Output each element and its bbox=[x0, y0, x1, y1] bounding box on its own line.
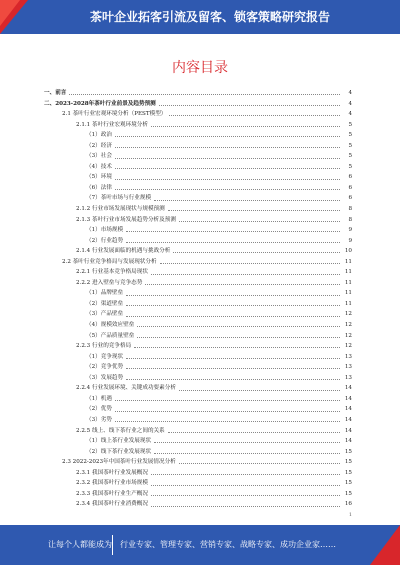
toc-entry-page: 15 bbox=[344, 448, 352, 455]
toc-entry-text: （1）市场规模 bbox=[86, 227, 124, 234]
toc-entry-text: （7）茶叶市场与行业规模 bbox=[86, 195, 152, 202]
toc-leader-dots bbox=[126, 237, 340, 243]
toc-entry[interactable] bbox=[44, 489, 352, 500]
toc-entry-text: 2.3 2022-2023年中国茶叶行业发展情况分析 bbox=[62, 459, 176, 466]
toc-entry[interactable] bbox=[44, 426, 352, 437]
toc-leader-dots bbox=[115, 406, 340, 412]
toc-entry-page: 13 bbox=[344, 353, 352, 360]
toc-leader-dots bbox=[137, 332, 340, 338]
toc-leader-dots bbox=[154, 437, 340, 443]
toc-entry-page: 8 bbox=[348, 206, 352, 213]
toc-leader-dots bbox=[115, 131, 340, 137]
toc-entry[interactable] bbox=[44, 331, 352, 342]
toc-leader-dots bbox=[115, 174, 340, 180]
toc-entry[interactable] bbox=[44, 130, 352, 141]
toc-entry-text: 2.2.3 行业的竞争格局 bbox=[76, 343, 132, 350]
toc-entry[interactable] bbox=[44, 352, 352, 363]
toc-entry-page: 5 bbox=[348, 132, 352, 139]
toc-entry-text: 2.1.3 茶叶行业市场发展趋势分析及预测 bbox=[76, 216, 176, 223]
report-title: 茶叶企业拓客引流及留客、锁客策略研究报告 bbox=[90, 10, 331, 24]
toc-entry-text: 2.1.2 行业市场发展现状与规模预测 bbox=[76, 206, 165, 213]
toc-entry-text: 2.1 茶叶行业宏观环境分析（PEST模型） bbox=[62, 111, 167, 118]
toc-entry-page: 5 bbox=[348, 163, 352, 170]
toc-leader-dots bbox=[151, 121, 340, 127]
toc-entry-page: 9 bbox=[348, 237, 352, 244]
toc-entry[interactable] bbox=[44, 151, 352, 162]
toc-entry-text: 一、前言 bbox=[44, 90, 67, 96]
toc-leader-dots bbox=[126, 311, 340, 317]
footer-bar bbox=[0, 525, 400, 565]
toc-leader-dots bbox=[115, 395, 340, 401]
toc-leader-dots bbox=[115, 142, 340, 148]
footer-slogan-right: 行业专家、管理专家、营销专家、战略专家、成功企业家…… bbox=[120, 540, 336, 549]
toc-entry[interactable] bbox=[44, 267, 352, 278]
toc-leader-dots bbox=[154, 195, 340, 201]
toc-leader-dots bbox=[126, 374, 340, 380]
toc-entry[interactable] bbox=[44, 478, 352, 489]
toc-entry-page: 12 bbox=[344, 343, 352, 350]
toc-entry-page: 16 bbox=[344, 501, 352, 508]
toc-entry-page: 14 bbox=[344, 395, 352, 402]
toc-entry-page: 11 bbox=[344, 258, 352, 265]
toc-entry-page: 14 bbox=[344, 438, 352, 445]
toc-leader-dots bbox=[168, 427, 340, 433]
toc-entry-text: （3）社会 bbox=[86, 153, 112, 160]
toc-entry-text: （1）竞争现状 bbox=[86, 353, 124, 360]
toc-leader-dots bbox=[151, 480, 340, 486]
toc-entry-page: 4 bbox=[348, 100, 352, 107]
toc-entry-text: （1）线上茶行业发展现状 bbox=[86, 438, 152, 445]
toc-entry[interactable] bbox=[44, 468, 352, 479]
toc-entry-page: 12 bbox=[344, 332, 352, 339]
toc-entry[interactable] bbox=[44, 99, 352, 110]
toc-entry-page: 10 bbox=[344, 248, 352, 255]
toc-entry[interactable] bbox=[44, 288, 352, 299]
toc-entry-page: 15 bbox=[344, 490, 352, 497]
toc-entry[interactable] bbox=[44, 278, 352, 289]
toc-entry[interactable] bbox=[44, 183, 352, 194]
toc-leader-dots bbox=[168, 205, 340, 211]
toc-leader-dots bbox=[179, 458, 340, 464]
toc-entry[interactable] bbox=[44, 141, 352, 152]
toc-entry[interactable] bbox=[44, 204, 352, 215]
toc-leader-dots bbox=[115, 153, 340, 159]
toc-entry[interactable] bbox=[44, 362, 352, 373]
header-bar bbox=[0, 0, 400, 34]
toc-entry-text: （1）机遇 bbox=[86, 395, 112, 402]
toc-entry-text: 2.3.4 我国茶叶行业消费概况 bbox=[76, 501, 148, 508]
toc-entry-text: （6）法律 bbox=[86, 184, 112, 191]
toc-leader-dots bbox=[151, 501, 340, 507]
toc-entry-text: （3）产品壁垒 bbox=[86, 311, 124, 318]
toc-entry-text: 2.3.1 我国茶叶行业发展概况 bbox=[76, 469, 148, 476]
toc-entry[interactable] bbox=[44, 257, 352, 268]
page-number: 1 bbox=[348, 512, 352, 518]
toc-entry-page: 14 bbox=[344, 406, 352, 413]
toc-entry-text: （2）经济 bbox=[86, 142, 112, 149]
toc-leader-dots bbox=[159, 100, 340, 106]
toc-entry-text: （2）线下茶行业发展现状 bbox=[86, 448, 152, 455]
toc-entry[interactable] bbox=[44, 309, 352, 320]
footer-red-accent bbox=[370, 525, 400, 565]
footer-slogan-left: 让每个人都能成为 bbox=[48, 540, 112, 549]
toc-entry[interactable] bbox=[44, 436, 352, 447]
toc-leader-dots bbox=[154, 448, 340, 454]
toc-entry-text: （2）行业趋势 bbox=[86, 237, 124, 244]
toc-leader-dots bbox=[179, 216, 340, 222]
toc-entry-page: 12 bbox=[344, 322, 352, 329]
toc-entry-page: 15 bbox=[344, 469, 352, 476]
toc-entry-page: 5 bbox=[348, 142, 352, 149]
toc-entry-text: 2.2.5 线上、线下茶行业之间的关系 bbox=[76, 427, 165, 434]
toc-leader-dots bbox=[126, 290, 340, 296]
toc-entry[interactable] bbox=[44, 246, 352, 257]
toc-entry-text: （2）渠道壁垒 bbox=[86, 300, 124, 307]
toc-entry-page: 8 bbox=[348, 216, 352, 223]
toc-entry[interactable] bbox=[44, 88, 352, 99]
toc-entry-page: 14 bbox=[344, 416, 352, 423]
toc-leader-dots bbox=[126, 300, 340, 306]
toc-entry-page: 13 bbox=[344, 364, 352, 371]
toc-entry[interactable] bbox=[44, 120, 352, 131]
toc-entry[interactable] bbox=[44, 415, 352, 426]
toc-leader-dots bbox=[173, 247, 340, 253]
toc-entry-page: 12 bbox=[344, 311, 352, 318]
toc-entry-text: （4）技术 bbox=[86, 163, 112, 170]
toc-entry-text: 二、2023-2028年茶叶行业前景及趋势预测 bbox=[44, 100, 156, 107]
toc-entry[interactable] bbox=[44, 320, 352, 331]
toc-entry-text: 2.3.2 我国茶叶行业市场规模 bbox=[76, 480, 148, 487]
toc-leader-dots bbox=[160, 258, 340, 264]
toc-entry-text: 2.3.3 我国茶叶行业生产概况 bbox=[76, 490, 148, 497]
toc-leader-dots bbox=[115, 416, 340, 422]
toc-leader-dots bbox=[151, 490, 340, 496]
toc-entry-page: 4 bbox=[348, 111, 352, 118]
toc-entry-text: 2.2.2 进入壁垒与竞争态势 bbox=[76, 279, 143, 286]
toc-entry-page: 11 bbox=[344, 290, 352, 297]
toc-entry-page: 15 bbox=[344, 459, 352, 466]
toc-leader-dots bbox=[69, 89, 340, 95]
toc-entry[interactable] bbox=[44, 341, 352, 352]
toc-entry[interactable] bbox=[44, 404, 352, 415]
toc-entry[interactable] bbox=[44, 109, 352, 120]
toc-entry[interactable] bbox=[44, 499, 352, 510]
toc-entry[interactable] bbox=[44, 193, 352, 204]
toc-entry[interactable] bbox=[44, 236, 352, 247]
toc-entry-page: 11 bbox=[344, 269, 352, 276]
toc-entry-text: （5）产品质量壁垒 bbox=[86, 332, 135, 339]
toc-entry-page: 6 bbox=[348, 174, 352, 181]
toc-entry-page: 5 bbox=[348, 153, 352, 160]
toc-entry-text: （1）品牌壁垒 bbox=[86, 290, 124, 297]
toc-entry-page: 9 bbox=[348, 227, 352, 234]
toc-entry-text: （3）发展趋势 bbox=[86, 374, 124, 381]
toc-entry[interactable] bbox=[44, 299, 352, 310]
toc-entry[interactable] bbox=[44, 162, 352, 173]
toc-entry-page: 4 bbox=[348, 90, 352, 96]
toc-heading: 内容目录 bbox=[172, 60, 228, 76]
toc-leader-dots bbox=[126, 353, 340, 359]
toc-entry[interactable] bbox=[44, 457, 352, 468]
toc-entry-page: 14 bbox=[344, 385, 352, 392]
toc-entry[interactable] bbox=[44, 172, 352, 183]
toc-entry-text: 2.2 茶叶行业竞争格局与发展现状分析 bbox=[62, 258, 157, 265]
toc-entry-page: 11 bbox=[344, 279, 352, 286]
toc-entry-text: 2.1.1 茶叶行业宏观环境分析 bbox=[76, 121, 148, 128]
toc-entry-text: （4）规模效应壁垒 bbox=[86, 322, 135, 329]
toc-entry-text: 2.2.4 行业发展环境、关键成功要素分析 bbox=[76, 385, 176, 392]
toc-leader-dots bbox=[126, 226, 340, 232]
toc-leader-dots bbox=[151, 469, 340, 475]
toc-leader-dots bbox=[134, 342, 340, 348]
toc-leader-dots bbox=[145, 279, 340, 285]
header-red-accent-inner bbox=[0, 0, 20, 26]
footer-divider bbox=[112, 535, 113, 555]
toc-entry-page: 14 bbox=[344, 427, 352, 434]
toc-entry-page: 15 bbox=[344, 480, 352, 487]
toc-entry-text: （5）环境 bbox=[86, 174, 112, 181]
toc-entry-page: 13 bbox=[344, 374, 352, 381]
toc-entry-text: 2.1.4 行业发展面临的机遇与挑战分析 bbox=[76, 248, 171, 255]
toc-entry[interactable] bbox=[44, 215, 352, 226]
toc-leader-dots bbox=[115, 184, 340, 190]
toc-entry-text: （3）劣势 bbox=[86, 416, 112, 423]
toc-entry-text: （2）优势 bbox=[86, 406, 112, 413]
toc-entry[interactable] bbox=[44, 447, 352, 458]
toc-leader-dots bbox=[169, 110, 340, 116]
toc-entry-page: 5 bbox=[348, 121, 352, 128]
toc-leader-dots bbox=[115, 163, 340, 169]
toc-leader-dots bbox=[179, 385, 340, 391]
toc-entry-text: （2）竞争优势 bbox=[86, 364, 124, 371]
toc-entry-text: 2.2.1 行业基本竞争格局现状 bbox=[76, 269, 148, 276]
toc-entry[interactable] bbox=[44, 394, 352, 405]
toc-entry[interactable] bbox=[44, 383, 352, 394]
toc-leader-dots bbox=[137, 321, 340, 327]
toc-entry-page: 6 bbox=[348, 184, 352, 191]
toc-leader-dots bbox=[126, 363, 340, 369]
table-of-contents bbox=[44, 88, 352, 510]
toc-entry-page: 6 bbox=[348, 195, 352, 202]
toc-entry-page: 11 bbox=[344, 300, 352, 307]
toc-entry[interactable] bbox=[44, 373, 352, 384]
toc-entry[interactable] bbox=[44, 225, 352, 236]
toc-entry-text: （1）政治 bbox=[86, 132, 112, 139]
toc-leader-dots bbox=[151, 269, 340, 275]
